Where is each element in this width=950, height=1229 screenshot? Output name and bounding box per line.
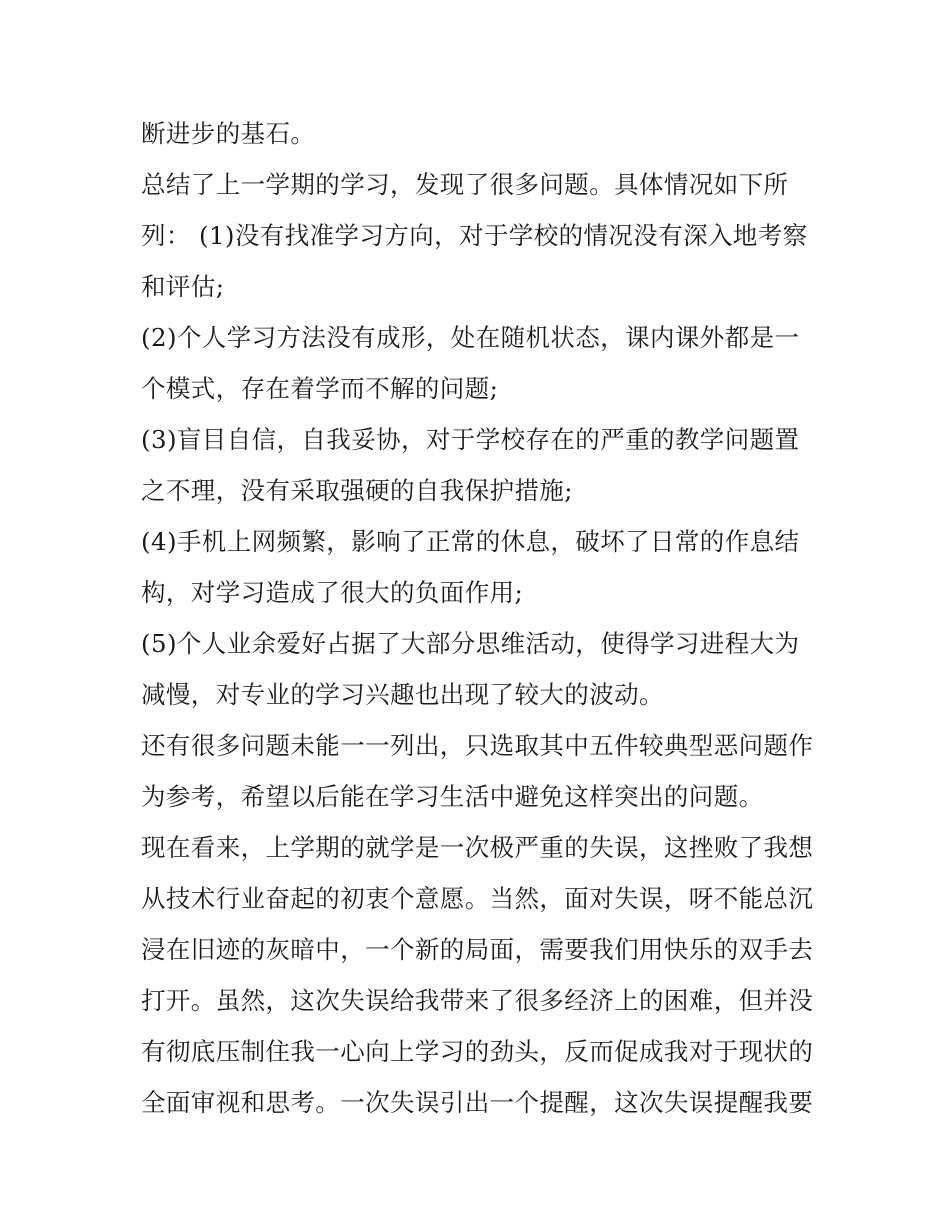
text-line: (5)个人业余爱好占据了大部分思维活动，使得学习进程大为	[141, 629, 800, 658]
text-line: 总结了上一学期的学习，发现了很多问题。具体情况如下所	[141, 170, 789, 199]
text-line: 减慢，对专业的学习兴趣也出现了较大的波动。	[141, 680, 664, 709]
text-line: 浸在旧迹的灰暗中，一个新的局面，需要我们用快乐的双手去	[141, 935, 814, 964]
text-line: 打开。虽然，这次失误给我带来了很多经济上的困难，但并没	[141, 986, 814, 1015]
text-line: 之不理，没有采取强硬的自我保护措施;	[141, 476, 573, 505]
text-line: (2)个人学习方法没有成形，处在随机状态，课内课外都是一	[141, 323, 800, 352]
text-line: (4)手机上网频繁，影响了正常的休息，破坏了日常的作息结	[141, 527, 800, 556]
document-body	[141, 108, 821, 1128]
text-line: 列： (1)没有找准学习方向，对于学校的情况没有深入地考察	[141, 221, 808, 250]
text-line: 有彻底压制住我一心向上学习的劲头，反而促成我对于现状的	[141, 1037, 814, 1066]
text-line: 断进步的基石。	[141, 119, 316, 148]
text-line: 全面审视和思考。一次失误引出一个提醒，这次失误提醒我要	[141, 1088, 814, 1117]
text-line: 还有很多问题未能一一列出，只选取其中五件较典型恶问题作	[141, 731, 814, 760]
text-line: 和评估;	[141, 272, 225, 301]
text-line: 个模式，存在着学而不解的问题;	[141, 374, 499, 403]
text-line: 现在看来，上学期的就学是一次极严重的失误，这挫败了我想	[141, 833, 814, 862]
text-line: 为参考，希望以后能在学习生活中避免这样突出的问题。	[141, 782, 764, 811]
text-line: (3)盲目自信，自我妥协，对于学校存在的严重的教学问题置	[141, 425, 800, 454]
text-line: 构，对学习造成了很大的负面作用;	[141, 578, 524, 607]
text-line: 从技术行业奋起的初衷个意愿。当然，面对失误，呀不能总沉	[141, 884, 814, 913]
